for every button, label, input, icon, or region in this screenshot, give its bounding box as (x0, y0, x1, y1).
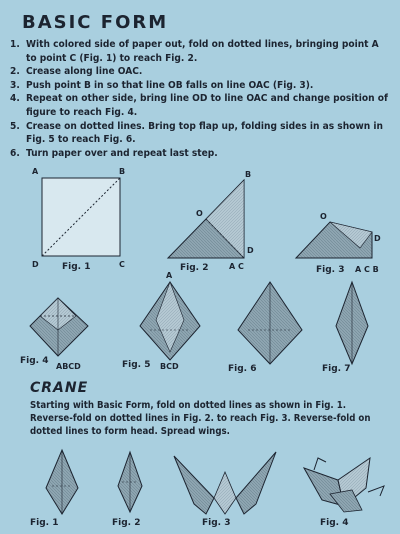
fig3-folded-diagram (296, 222, 372, 258)
fig1-point-a-label: A (32, 167, 39, 176)
fig3-caption: Fig. 3 (316, 265, 345, 275)
step-item: 2. Crease along line OAC. (10, 66, 143, 78)
fig5-petal-diagram (140, 282, 200, 360)
fig2-point-o-label: O (196, 209, 203, 218)
fig3-point-d-label: D (374, 234, 381, 243)
fig1-square-diagram (42, 178, 120, 256)
step-item: 5. Crease on dotted lines. Bring top flap up, folding sides in as shown in Fig. 5 to reach Fig. 6. (10, 120, 384, 146)
fig2-point-b-label: B (245, 170, 252, 179)
step-item: 6. Turn paper over and repeat last step. (10, 147, 218, 159)
fig2-point-d-label: D (247, 246, 254, 255)
step-item: 3. Push point B in so that line OB falls on line OAC (Fig. 3). (10, 79, 314, 91)
basic-form-title: BASIC FORM (22, 12, 169, 33)
crane-fig2-caption: Fig. 2 (112, 518, 141, 528)
fig3-point-o-label: O (320, 212, 327, 221)
crane-fig3-caption: Fig. 3 (202, 518, 231, 528)
crane-fig4-diagram (304, 458, 384, 512)
fig1-point-c-label: C (119, 260, 125, 269)
fig4-caption: Fig. 4 (20, 356, 49, 366)
crane-fig1-caption: Fig. 1 (30, 518, 59, 528)
step-item: 4. Repeat on other side, bring line OD to line OAC and change position of figure to reach Fig. 4. (10, 93, 388, 118)
fig7-kite-diagram (336, 282, 368, 364)
crane-instructions: Starting with Basic Form, fold on dotted lines as shown in Fig. 1. Reverse-fold on dotted lines in Fig. 2. to reach Fig. 3. Reverse-fold on dotted lines to form head. Spread wings. (30, 400, 371, 437)
fig2-point-ac-label: A C (229, 262, 244, 271)
step-item: 1. With colored side of paper out, fold on dotted lines, bringing point A to point C (Fig. 1) to reach Fig. 2. (10, 39, 379, 64)
fig4-point-abcd-label: ABCD (56, 362, 81, 371)
fig5-point-a-label: A (166, 271, 173, 280)
crane-fig1-diagram (46, 450, 78, 514)
fig6-bird-base-diagram (238, 282, 302, 364)
crane-title: CRANE (30, 380, 89, 396)
fig1-point-d-label: D (32, 260, 39, 269)
crane-fig4-caption: Fig. 4 (320, 518, 349, 528)
fig5-caption: Fig. 5 (122, 360, 151, 370)
fig1-point-b-label: B (119, 167, 126, 176)
fig7-caption: Fig. 7 (322, 364, 351, 374)
fig6-caption: Fig. 6 (228, 364, 257, 374)
fig2-caption: Fig. 2 (180, 263, 209, 273)
fig3-point-acb-label: A C B (355, 265, 379, 274)
fig4-diamond-diagram (30, 298, 88, 356)
fig5-point-bcd-label: BCD (160, 362, 179, 371)
fig1-caption: Fig. 1 (62, 262, 91, 272)
crane-fig2-diagram (118, 452, 142, 512)
fig2-triangle-diagram (168, 180, 244, 258)
crane-fig3-diagram (174, 452, 276, 514)
